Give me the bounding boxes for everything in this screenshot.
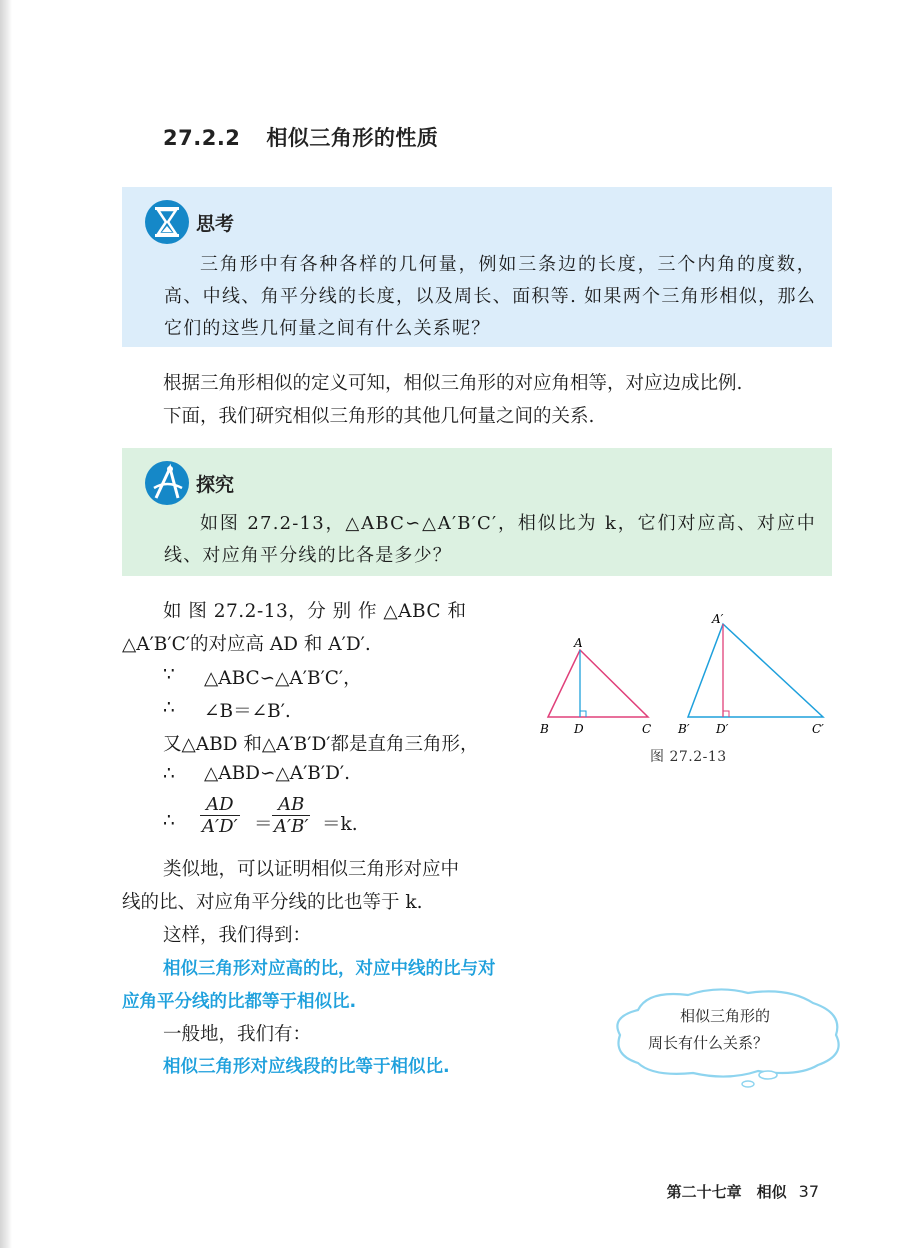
fraction-ad (200, 794, 240, 837)
explore-title: 探究 (196, 474, 235, 496)
intro-line-1: 根据三角形相似的定义可知，相似三角形的对应角相等，对应边成比例. (163, 373, 743, 394)
conclusion-line-3: 相似三角形对应线段的比等于相似比. (163, 1057, 450, 1077)
proof-line-11: 一般地，我们有： (163, 1024, 312, 1045)
similar-triangles-figure (540, 610, 840, 760)
label-c: C (642, 722, 652, 736)
proof-line-6: △ABD∽△A′B′D′. (204, 763, 351, 784)
cloud-line-2: 周长有什么关系？ (648, 1034, 769, 1052)
label-a-prime: A′ (712, 612, 724, 626)
book-spine-shadow (0, 0, 12, 1248)
page-footer (667, 1181, 819, 1202)
fraction-ab-denominator: A′B′ (274, 816, 309, 837)
label-c-prime: C′ (812, 722, 824, 736)
section-number: 27.2.2 (163, 126, 241, 150)
proof-line-2: △A′B′C′的对应高 AD 和 A′D′. (122, 634, 371, 655)
equals-k: ＝k. (322, 814, 358, 835)
proof-line-5: 又△ABD 和△A′B′D′都是直角三角形， (163, 734, 479, 755)
proof-line-4: ∠B＝∠B′. (204, 701, 291, 722)
therefore-symbol-3: ∴ (163, 810, 175, 831)
fraction-ab (272, 794, 310, 837)
chapter-title: 第二十七章 相似 (666, 1183, 787, 1201)
large-triangle (677, 612, 824, 736)
fraction-ad-denominator: A′D′ (202, 816, 238, 837)
fraction-ad-numerator: AD (206, 794, 234, 815)
page-number: 37 (798, 1182, 819, 1201)
fraction-ab-numerator: AB (278, 794, 305, 815)
proof-line-1: 如 图 27.2-13，分 别 作 △ABC 和 (163, 601, 467, 622)
conclusion-line-1: 相似三角形对应高的比，对应中线的比与对 (163, 959, 496, 979)
label-d: D (574, 722, 584, 736)
explore-text: 如图 27.2-13，△ABC∽△A′B′C′，相似比为 k，它们对应高、对应中线、对应角平分线的比各是多少？ (164, 513, 816, 566)
label-a: A (574, 636, 583, 650)
small-triangle (540, 636, 651, 736)
figure-caption: 图 27.2-13 (650, 749, 727, 765)
hourglass-icon (144, 199, 190, 245)
proof-line-8: 类似地，可以证明相似三角形对应中 (163, 859, 460, 880)
proof-line-10: 这样，我们得到： (163, 925, 312, 946)
explore-box (122, 448, 832, 576)
compass-icon (144, 460, 190, 506)
cloud-question (648, 1003, 818, 1057)
label-b: B (540, 722, 549, 736)
intro-line-2: 下面，我们研究相似三角形的其他几何量之间的关系. (163, 406, 595, 427)
label-b-prime: B′ (678, 722, 690, 736)
label-d-prime: D′ (716, 722, 729, 736)
think-title: 思考 (196, 213, 235, 235)
therefore-symbol-1: ∴ (163, 697, 175, 718)
proof-line-9: 线的比、对应角平分线的比也等于 k. (122, 892, 423, 913)
because-symbol: ∵ (163, 664, 175, 685)
cloud-line-1: 相似三角形的 (680, 1007, 771, 1025)
think-box (122, 187, 832, 347)
proof-line-3: △ABC∽△A′B′C′， (204, 668, 362, 689)
think-text: 三角形中有各种各样的几何量，例如三条边的长度，三个内角的度数，高、中线、角平分线的长度，以及周长、面积等. 如果两个三角形相似，那么它们的这些几何量之间有什么关系呢？ (164, 254, 816, 339)
section-title: 相似三角形的性质 (266, 126, 439, 150)
therefore-symbol-2: ∴ (163, 763, 175, 784)
section-heading (163, 122, 438, 152)
conclusion-line-2: 应角平分线的比都等于相似比. (122, 992, 357, 1012)
equals-sign-1: ＝ (254, 814, 273, 835)
